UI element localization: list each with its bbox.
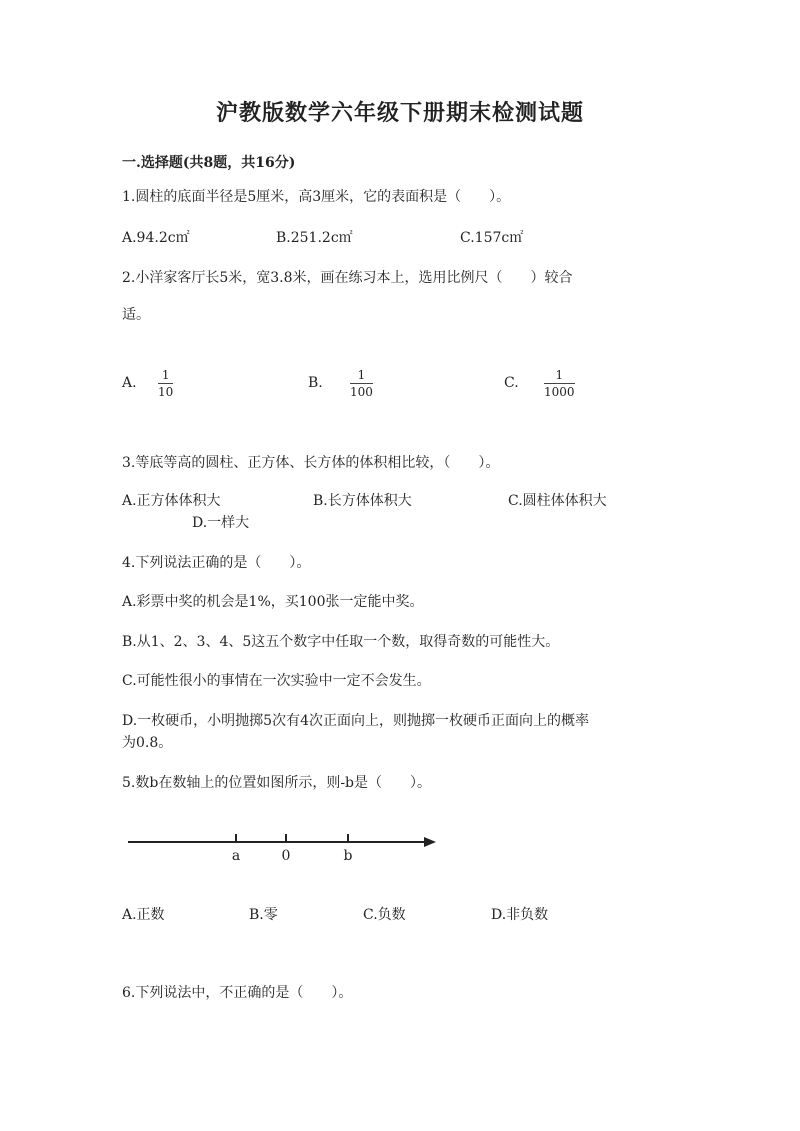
question-5-stem: 5.数b在数轴上的位置如图所示，则-b是（ ）。 — [122, 775, 432, 791]
fraction-denominator: 100 — [350, 385, 373, 399]
question-4-option-d-line1: D.一枚硬币，小明抛掷5次有4次正面向上，则抛掷一枚硬币正面向上的概率 — [122, 713, 589, 729]
question-4-option-c: C.可能性很小的事情在一次实验中一定不会发生。 — [122, 673, 431, 689]
question-5-option-a: A.正数 — [122, 907, 165, 923]
fraction-denominator: 1000 — [544, 385, 575, 399]
question-4-option-a: A.彩票中奖的机会是1%，买100张一定能中奖。 — [122, 594, 424, 610]
question-6-stem: 6.下列说法中，不正确的是（ ）。 — [122, 985, 353, 1001]
page-title: 沪教版数学六年级下册期末检测试题 — [215, 100, 584, 126]
question-2-option-c-label: C. — [504, 375, 519, 391]
section-heading: 一.选择题(共8题，共16分) — [122, 155, 296, 171]
question-2-option-b-fraction — [350, 368, 373, 399]
question-3-stem: 3.等底等高的圆柱、正方体、长方体的体积相比较，（ ）。 — [122, 455, 500, 471]
question-3-option-d: D.一样大 — [192, 515, 250, 531]
question-3-option-b: B.长方体体积大 — [313, 493, 412, 509]
fraction-numerator: 1 — [357, 368, 366, 382]
question-4-option-b: B.从1、2、3、4、5这五个数字中任取一个数，取得奇数的可能性大。 — [122, 634, 560, 650]
question-1-option-b: B.251.2c㎡ — [276, 230, 353, 246]
question-2-option-b-label: B. — [308, 375, 323, 391]
question-2-option-a-fraction — [158, 368, 173, 399]
question-3-option-c: C.圆柱体体积大 — [508, 493, 607, 509]
number-line-figure — [120, 826, 450, 866]
question-5-option-c: C.负数 — [363, 907, 406, 923]
fraction-numerator: 1 — [555, 368, 564, 382]
question-2-option-c-fraction — [544, 368, 575, 399]
question-5-option-d: D.非负数 — [491, 907, 549, 923]
question-3-option-a: A.正方体体积大 — [122, 493, 221, 509]
question-1-option-a: A.94.2c㎡ — [122, 230, 190, 246]
question-1-option-c: C.157c㎡ — [460, 230, 524, 246]
question-4-option-d-line2: 为0.8。 — [122, 735, 173, 751]
fraction-denominator: 10 — [158, 385, 174, 399]
axis-label-a: a — [231, 848, 241, 864]
arrow-right-icon — [424, 837, 436, 847]
question-1-stem: 1.圆柱的底面半径是5厘米，高3厘米，它的表面积是（ ）。 — [122, 189, 511, 205]
question-5-option-b: B.零 — [249, 907, 278, 923]
fraction-numerator: 1 — [161, 368, 170, 382]
question-2-stem-line1: 2.小洋家客厅长5米，宽3.8米，画在练习本上，选用比例尺（ ）较合 — [122, 270, 573, 286]
question-2-option-a-label: A. — [122, 375, 137, 391]
question-4-stem: 4.下列说法正确的是（ ）。 — [122, 555, 311, 571]
axis-label-zero: 0 — [281, 848, 291, 864]
axis-label-b: b — [343, 848, 353, 864]
question-2-stem-line2: 适。 — [122, 307, 150, 323]
